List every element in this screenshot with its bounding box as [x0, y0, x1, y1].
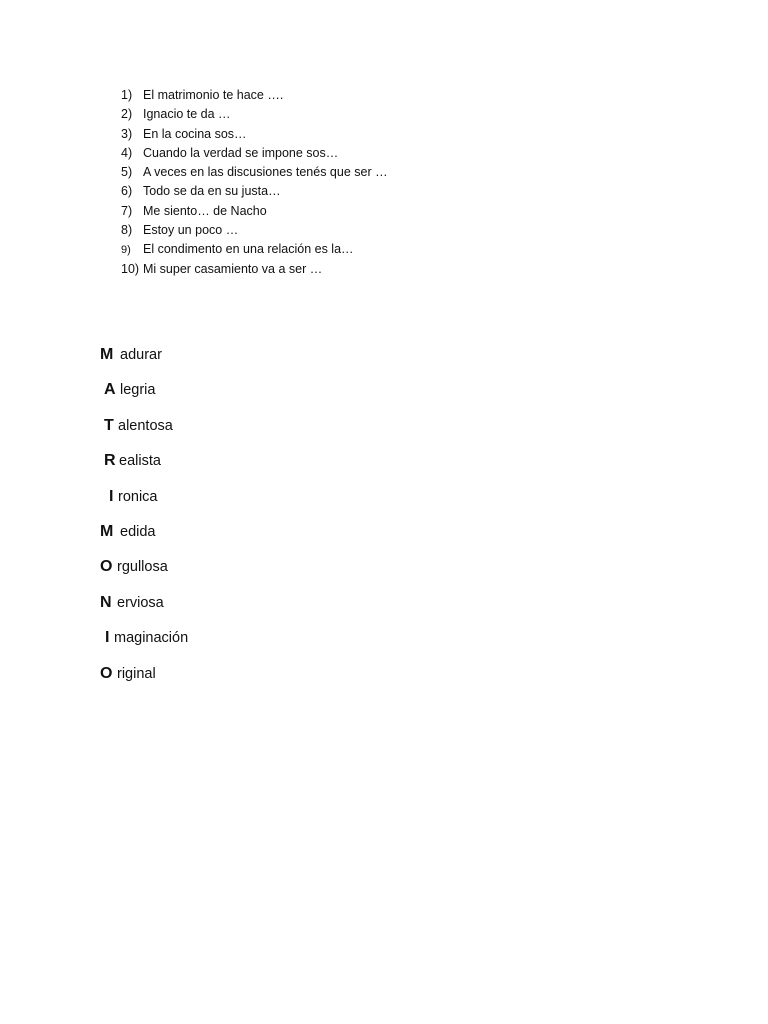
question-item: [121, 163, 388, 182]
question-text: Todo se da en su justa…: [143, 184, 281, 199]
acrostic-initial-letter: R: [104, 452, 116, 470]
acrostic-row: [100, 627, 188, 662]
acrostic-row: [100, 486, 188, 521]
question-item: [121, 144, 388, 163]
question-number: 2): [121, 107, 133, 122]
question-text: En la cocina sos…: [143, 126, 247, 141]
acrostic-word-rest: legria: [120, 382, 156, 399]
question-text: Mi super casamiento va a ser …: [143, 261, 323, 276]
question-text: Ignacio te da …: [143, 107, 231, 122]
question-text: A veces en las discusiones tenés que ser …: [143, 165, 388, 180]
question-number: 8): [121, 223, 133, 238]
question-text: Estoy un poco …: [143, 223, 239, 238]
question-number: 10): [121, 261, 140, 276]
question-number: 3): [121, 126, 133, 141]
question-text: Me siento… de Nacho: [143, 203, 267, 218]
question-text: El matrimonio te hace ….: [143, 88, 284, 102]
question-item: [121, 86, 388, 105]
question-item: [121, 105, 388, 124]
question-item: [121, 182, 388, 201]
question-item: [121, 125, 388, 144]
acrostic-initial-letter: I: [105, 629, 110, 647]
acrostic-initial-letter: O: [100, 558, 113, 576]
acrostic-row: [100, 556, 188, 591]
acrostic-initial-letter: I: [109, 487, 114, 505]
acrostic-word-rest: maginación: [114, 630, 189, 647]
acrostic-word-rest: erviosa: [117, 594, 164, 611]
acrostic-row: [100, 379, 188, 414]
acrostic-word-rest: adurar: [120, 347, 162, 363]
question-item: [121, 260, 388, 279]
question-number: 4): [121, 145, 133, 160]
acrostic-word-rest: rgullosa: [117, 559, 168, 576]
acrostic-word-rest: ealista: [119, 453, 161, 470]
acrostic-initial-letter: M: [100, 522, 114, 540]
acrostic-row: [100, 415, 188, 450]
acrostic-row: [100, 344, 188, 379]
question-item: [121, 240, 388, 259]
question-number: 5): [121, 165, 133, 180]
question-number: 1): [121, 88, 133, 102]
question-item: [121, 221, 388, 240]
acrostic-initial-letter: M: [100, 346, 114, 363]
acrostic-initial-letter: T: [104, 416, 114, 434]
acrostic-row: [100, 663, 188, 698]
acrostic-word-rest: edida: [120, 523, 156, 540]
acrostic-word-rest: riginal: [117, 665, 156, 682]
question-list: [121, 86, 388, 279]
question-number: 7): [121, 203, 133, 218]
acrostic-row: [100, 450, 188, 485]
acrostic-initial-letter: N: [100, 593, 112, 611]
acrostic-word-rest: ronica: [118, 488, 158, 505]
question-number: 9): [121, 244, 131, 257]
acrostic-row: [100, 521, 188, 556]
question-number: 6): [121, 184, 133, 199]
acrostic-row: [100, 592, 188, 627]
acrostic-initial-letter: O: [100, 664, 113, 682]
question-text: Cuando la verdad se impone sos…: [143, 145, 339, 160]
question-item: [121, 202, 388, 221]
question-text: El condimento en una relación es la…: [143, 242, 354, 257]
acrostic-matrimonio: [100, 344, 188, 698]
acrostic-initial-letter: A: [104, 381, 116, 399]
acrostic-word-rest: alentosa: [118, 417, 173, 434]
